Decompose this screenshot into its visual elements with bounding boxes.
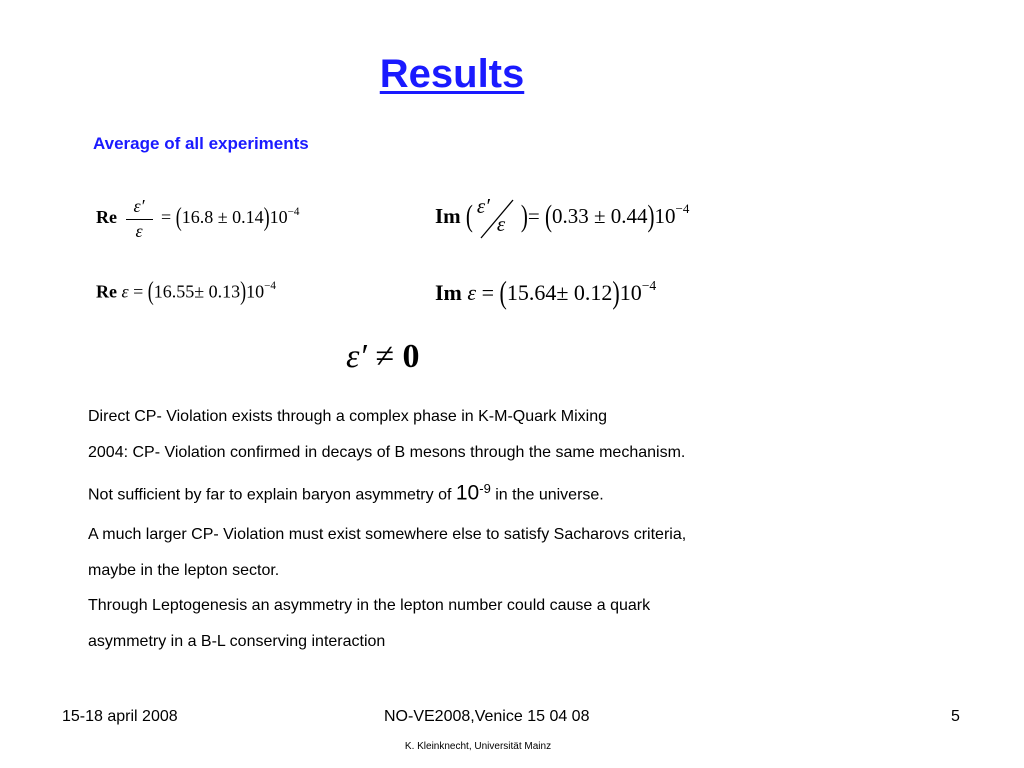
re-ratio-value: 16.8 — [181, 207, 214, 228]
re-ratio-pm: ± — [217, 207, 228, 228]
result-relation: ≠ — [375, 338, 395, 375]
im-eps-value: 15.64 — [506, 280, 557, 306]
im-ratio-equals: = — [527, 203, 540, 228]
result-value: 0 — [402, 338, 420, 375]
re-ratio-denominator: ε — [135, 221, 143, 241]
result-symbol: ε′ — [346, 338, 367, 375]
im-eps-exponent: −4 — [641, 278, 657, 293]
im-ratio-denominator: ε — [496, 212, 506, 236]
re-eps-exponent: −4 — [264, 280, 277, 292]
body-line-3-base: 10 — [455, 481, 480, 505]
footer-date: 15-18 april 2008 — [62, 708, 178, 725]
im-ratio-numerator: ε′ — [476, 194, 490, 218]
re-ratio-numerator: ε′ — [126, 196, 153, 220]
im-eps-error: 0.12 — [573, 280, 613, 306]
im-eps-symbol: ε — [467, 280, 477, 306]
paren-open: ( — [465, 198, 473, 233]
body-line-3-text: Not sufficient by far to explain baryon asymmetry of — [88, 486, 456, 504]
paren-close: ) — [647, 198, 655, 233]
im-eps-equals: = — [481, 280, 494, 306]
re-ratio-base: 10 — [269, 207, 288, 228]
im-ratio-error: 0.44 — [610, 203, 648, 228]
subtitle: Average of all experiments — [93, 134, 309, 153]
re-ratio-error: 0.14 — [232, 207, 264, 228]
result-equation — [346, 338, 420, 376]
im-ratio-value: 0.33 — [552, 203, 589, 228]
body-line-3 — [88, 481, 604, 505]
equation-re-eps — [96, 276, 277, 306]
paren-close: ) — [263, 202, 270, 232]
re-ratio-prefix: Re — [96, 207, 117, 228]
re-ratio-equals: = — [161, 207, 172, 228]
page-title: Results — [379, 52, 525, 96]
im-ratio-prefix: Im — [435, 203, 461, 228]
im-ratio-base: 10 — [654, 203, 676, 228]
body-line-2: 2004: CP- Violation confirmed in decays of B mesons through the same mechanism. — [88, 444, 686, 461]
equation-im-eps — [435, 274, 657, 311]
re-eps-symbol: ε — [121, 281, 129, 302]
paren-open: ( — [545, 198, 553, 233]
im-ratio-pm: ± — [594, 203, 606, 228]
equation-im-ratio — [435, 196, 689, 240]
body-line-3-tail: in the universe. — [490, 486, 604, 504]
body-line-4: A much larger CP- Violation must exist somewhere else to satisfy Sacharovs criteria, — [88, 526, 687, 543]
re-eps-error: 0.13 — [208, 281, 241, 302]
im-eps-pm: ± — [556, 280, 569, 306]
re-eps-value: 16.55 — [153, 281, 195, 302]
body-line-1: Direct CP- Violation exists through a complex phase in K-M-Quark Mixing — [88, 408, 608, 425]
paren-close: ) — [240, 276, 247, 306]
re-ratio-exponent: −4 — [287, 205, 300, 218]
paren-open: ( — [175, 202, 182, 232]
paren-close: ) — [520, 198, 528, 233]
re-eps-equals: = — [133, 281, 144, 302]
im-eps-base: 10 — [619, 280, 642, 306]
footer-page-number: 5 — [951, 708, 960, 725]
im-ratio-fraction — [473, 196, 521, 240]
im-ratio-exponent: −4 — [675, 201, 690, 217]
re-eps-prefix: Re — [96, 281, 117, 302]
body-line-6: Through Leptogenesis an asymmetry in the lepton number could cause a quark — [88, 597, 651, 614]
paren-open: ( — [147, 276, 154, 306]
body-line-3-exponent: -9 — [479, 481, 491, 496]
body-line-7: asymmetry in a B-L conserving interaction — [88, 633, 386, 650]
footer-credit: K. Kleinknecht, Universität Mainz — [404, 741, 552, 752]
re-eps-pm: ± — [194, 281, 205, 302]
paren-open: ( — [499, 274, 507, 311]
im-eps-prefix: Im — [435, 280, 462, 306]
re-eps-base: 10 — [246, 281, 265, 302]
paren-close: ) — [612, 274, 620, 311]
footer-conference: NO-VE2008,Venice 15 04 08 — [384, 708, 590, 725]
equation-re-ratio — [96, 196, 299, 242]
re-ratio-fraction — [126, 196, 153, 242]
body-line-5: maybe in the lepton sector. — [88, 562, 280, 579]
